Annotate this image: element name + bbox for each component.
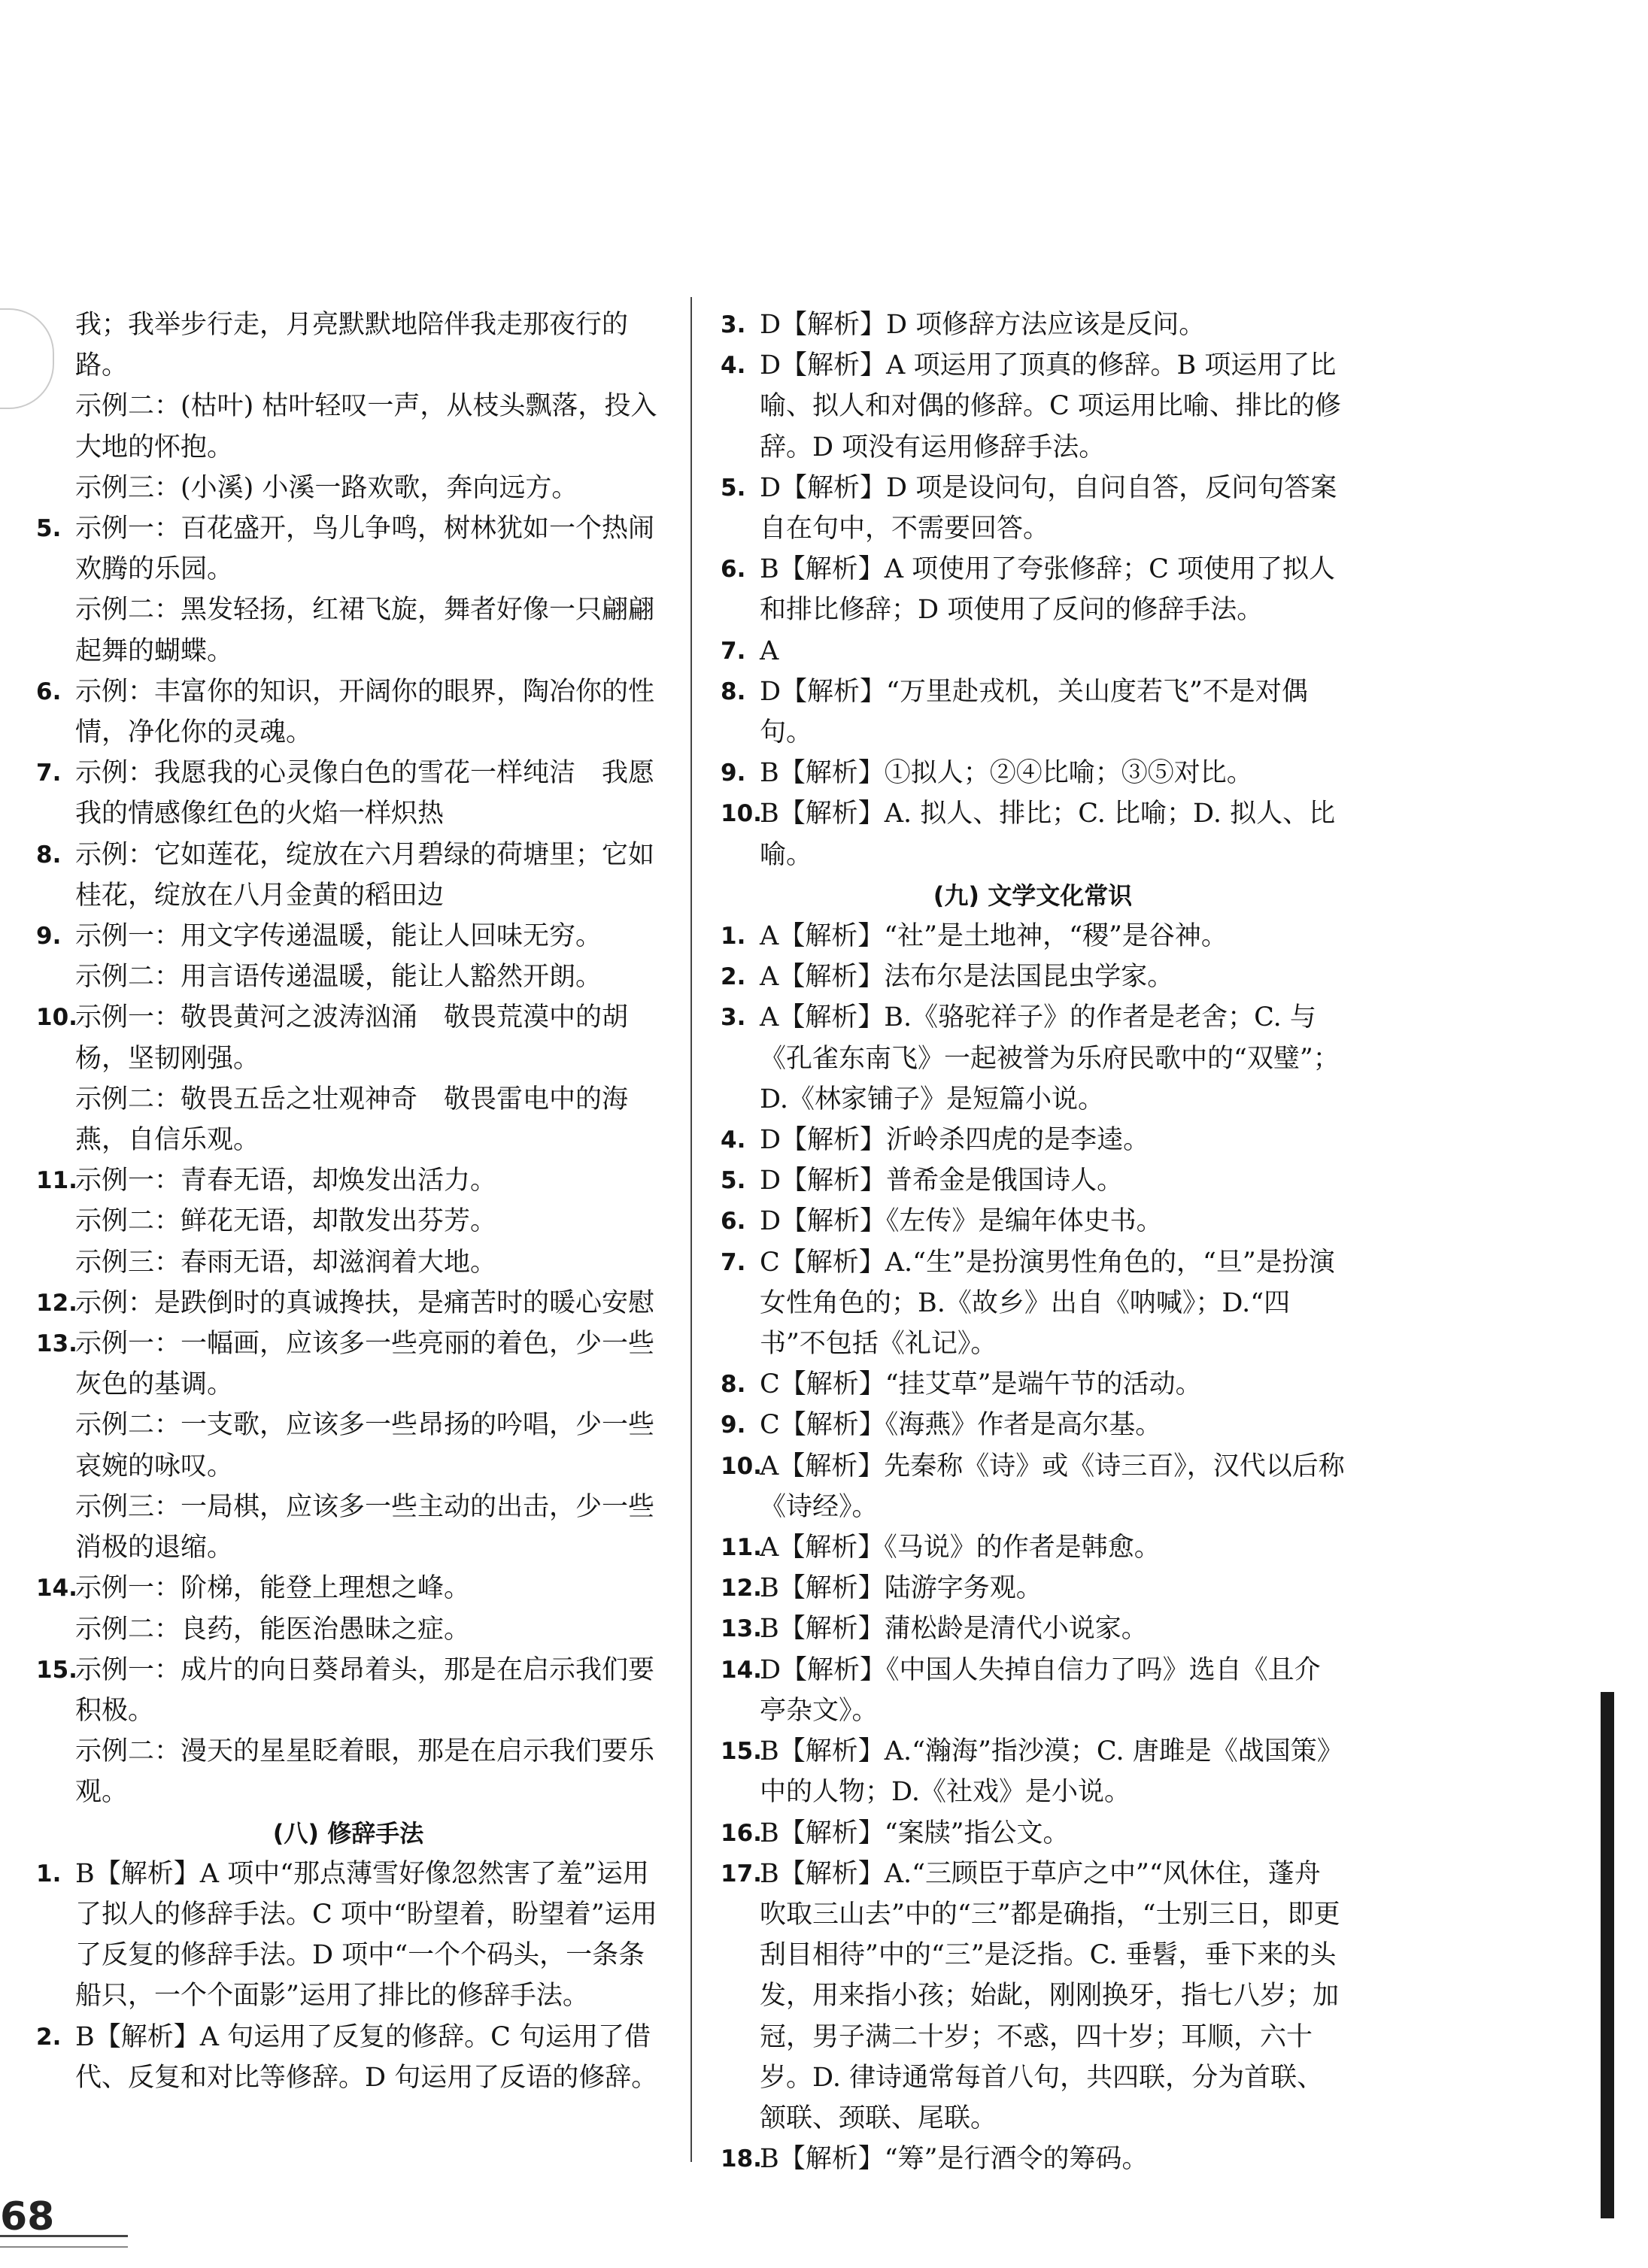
- item-number: 7.: [721, 1248, 746, 1276]
- item-text: 示例一：阶梯，能登上理想之峰。: [75, 1573, 471, 1604]
- item-number: 14.: [36, 1575, 77, 1602]
- item-text: A【解析】法布尔是法国昆虫学家。: [760, 962, 1174, 993]
- item-number: 13.: [36, 1330, 77, 1358]
- answer-item: [721, 1405, 1345, 1445]
- item-text: A【解析】B.《骆驼祥子》的作者是老舍；C. 与《孔雀东南飞》一起被誉为乐府民歌中的“双璧”；D.《林家铺子》是短篇小说。: [760, 1002, 1340, 1114]
- answer-item: [721, 549, 1345, 630]
- item-number: 4.: [721, 1126, 746, 1154]
- item-text: 示例二：敬畏五岳之壮观神奇 敬畏雷电中的海燕，自信乐观。: [75, 1084, 629, 1156]
- item-text: 示例一：青春无语，却焕发出活力。: [75, 1166, 497, 1196]
- answer-item: [36, 508, 660, 590]
- page-edge-shadow: [1601, 1692, 1614, 2218]
- item-number: 8.: [721, 1371, 746, 1399]
- item-number: 9.: [721, 760, 746, 787]
- answer-item: [36, 1283, 660, 1324]
- item-number: 5.: [721, 1167, 746, 1195]
- item-text: D【解析】“万里赴戎机，关山度若飞”不是对偶句。: [760, 676, 1308, 748]
- answer-item: [721, 631, 1345, 672]
- item-text: 示例三：一局棋，应该多一些主动的出击，少一些消极的退缩。: [75, 1491, 655, 1563]
- item-text: B【解析】“案牍”指公文。: [760, 1818, 1070, 1848]
- answer-item: [36, 1487, 660, 1568]
- item-number: 12.: [36, 1289, 77, 1317]
- item-number: 5.: [721, 474, 746, 502]
- item-text: D【解析】沂岭杀四虎的是李逵。: [760, 1125, 1150, 1156]
- item-text: D【解析】《中国人失掉自信力了吗》选自《且介亭杂文》。: [760, 1654, 1321, 1726]
- item-text: C【解析】“挂艾草”是端午节的活动。: [760, 1369, 1202, 1400]
- answer-item: [36, 590, 660, 671]
- answer-item: [721, 2139, 1345, 2179]
- item-text: 示例二：(枯叶) 枯叶轻叹一声，从枝头飘落，投入大地的怀抱。: [75, 391, 657, 462]
- answer-item: [721, 997, 1345, 1120]
- item-number: 2.: [36, 2023, 62, 2051]
- item-number: 11.: [36, 1167, 77, 1195]
- answer-item: [721, 1568, 1345, 1609]
- item-number: 4.: [721, 352, 746, 380]
- item-number: 12.: [721, 1575, 762, 1602]
- answer-item: [36, 1242, 660, 1283]
- item-text: B【解析】A 句运用了反复的修辞。C 句运用了借代、反复和对比等修辞。D 句运用了反语的修辞。: [75, 2021, 658, 2093]
- answer-item: [36, 1568, 660, 1609]
- item-number: 3.: [721, 311, 746, 338]
- item-text: 示例一：一幅画，应该多一些亮丽的着色，少一些灰色的基调。: [75, 1329, 655, 1400]
- answer-item: [721, 753, 1345, 793]
- answer-item: [721, 1650, 1345, 1731]
- item-text: 示例：它如莲花，绽放在六月碧绿的荷塘里；它如桂花，绽放在八月金黄的稻田边: [75, 839, 655, 911]
- answer-item: [721, 1731, 1345, 1812]
- item-text: D【解析】D 项修辞方法应该是反问。: [760, 310, 1206, 340]
- answer-item: [721, 1813, 1345, 1854]
- item-number: 7.: [36, 760, 62, 787]
- item-text: C【解析】《海燕》作者是高尔基。: [760, 1410, 1162, 1441]
- item-number: 9.: [721, 1411, 746, 1439]
- item-number: 7.: [721, 637, 746, 665]
- answer-item: [36, 1405, 660, 1486]
- answer-item: [721, 1854, 1345, 2139]
- answer-item: [721, 793, 1345, 875]
- answer-item: [36, 1609, 660, 1650]
- item-text: B【解析】A.“三顾臣于草庐之中”“风休住，蓬舟吹取三山去”中的“三”都是确指，“士别三日，即更刮目相待”中的“三”是泛指。C. 垂髫，垂下来的头发，用来指小孩；始龀，刚刚换牙，指七八岁；加冠，男子满二十岁；不惑，四十岁；耳顺，六十岁。D. 律诗通常每首八句，共四联，分为首联、颔联、颈联、尾联。: [760, 1858, 1340, 2133]
- item-number: 10.: [721, 1452, 762, 1480]
- item-text: 示例一：用文字传递温暖，能让人回味无穷。: [75, 921, 602, 952]
- item-number: 1.: [721, 923, 746, 951]
- item-number: 2.: [721, 963, 746, 991]
- answer-item: [36, 1079, 660, 1160]
- item-number: 9.: [36, 923, 62, 951]
- answer-item: [36, 835, 660, 916]
- answer-item: [36, 916, 660, 957]
- item-text: 示例二：用言语传递温暖，能让人豁然开朗。: [75, 962, 602, 993]
- item-text: 示例二：鲜花无语，却散发出芬芳。: [75, 1206, 497, 1237]
- item-number: 16.: [721, 1819, 762, 1847]
- item-text: 示例二：漫天的星星眨着眼，那是在启示我们要乐观。: [75, 1736, 655, 1808]
- item-text: D【解析】D 项是设问句，自问自答，反问句答案自在句中，不需要回答。: [760, 472, 1337, 544]
- right-column: [721, 305, 1345, 2179]
- item-text: A【解析】先秦称《诗》或《诗三百》，汉代以后称《诗经》。: [760, 1451, 1345, 1522]
- answer-item: [721, 345, 1345, 468]
- answer-item: [721, 1201, 1345, 1242]
- item-number: 18.: [721, 2145, 762, 2173]
- section-heading: (九) 文学文化常识: [933, 881, 1133, 910]
- page-number: 68: [0, 2194, 55, 2239]
- item-number: 5.: [36, 515, 62, 543]
- answer-item: [721, 672, 1345, 753]
- item-number: 10.: [36, 1004, 77, 1032]
- footer-rule: [0, 2235, 128, 2248]
- item-text: B【解析】蒲松龄是清代小说家。: [760, 1614, 1148, 1645]
- item-number: 8.: [721, 678, 746, 705]
- item-number: 11.: [721, 1534, 762, 1562]
- item-text: D【解析】A 项运用了顶真的修辞。B 项运用了比喻、拟人和对偶的修辞。C 项运用比喻、排比的修辞。D 项没有运用修辞手法。: [760, 350, 1341, 462]
- answer-item: [721, 1609, 1345, 1649]
- item-text: B【解析】A 项中“那点薄雪好像忽然害了羞”运用了拟人的修辞手法。C 项中“盼望着，盼望着”运用了反复的修辞手法。D 项中“一个个码头，一条条船只，一个个面影”运用了排比的修辞手法。: [75, 1858, 657, 2012]
- item-number: 8.: [36, 841, 62, 869]
- column-divider: [690, 297, 692, 2162]
- answer-item: [36, 957, 660, 997]
- answer-item: [721, 305, 1345, 345]
- answer-item: [721, 1120, 1345, 1160]
- answer-item: [721, 1242, 1345, 1365]
- item-number: 6.: [721, 556, 746, 584]
- item-text: A【解析】“社”是土地神，“稷”是谷神。: [760, 921, 1228, 952]
- item-number: 6.: [36, 678, 62, 705]
- item-number: 6.: [721, 1208, 746, 1236]
- item-text: 示例三：春雨无语，却滋润着大地。: [75, 1247, 497, 1278]
- item-text: 示例二：黑发轻扬，红裙飞旋，舞者好像一只翩翩起舞的蝴蝶。: [75, 595, 655, 666]
- item-number: 3.: [721, 1004, 746, 1032]
- answer-item: [721, 1527, 1345, 1568]
- item-text: 示例：是跌倒时的真诚搀扶，是痛苦时的暖心安慰: [75, 1287, 655, 1318]
- item-text: 示例：我愿我的心灵像白色的雪花一样纯洁 我愿我的情感像红色的火焰一样炽热: [75, 758, 655, 829]
- answer-item: [721, 468, 1345, 549]
- item-number: 15.: [36, 1656, 77, 1684]
- section-heading: (八) 修辞手法: [272, 1818, 424, 1848]
- answer-item: [36, 1160, 660, 1201]
- answer-item: [36, 468, 660, 508]
- answer-item: [36, 1324, 660, 1405]
- item-number: 13.: [721, 1615, 762, 1643]
- answer-item: [36, 386, 660, 467]
- answer-item: [721, 1446, 1345, 1527]
- item-text: B【解析】陆游字务观。: [760, 1573, 1043, 1604]
- answer-item: [721, 916, 1345, 957]
- item-text: D【解析】普希金是俄国诗人。: [760, 1166, 1124, 1196]
- answer-item: [36, 2017, 660, 2098]
- item-number: 14.: [721, 1656, 762, 1684]
- answer-item: [36, 997, 660, 1078]
- item-text: C【解析】A.“生”是扮演男性角色的，“旦”是扮演女性角色的；B.《故乡》出自《呐喊》；D.“四书”不包括《礼记》。: [760, 1247, 1335, 1360]
- item-text: 我；我举步行走，月亮默默地陪伴我走那夜行的路。: [75, 310, 629, 381]
- item-text: 示例一：敬畏黄河之波涛汹涌 敬畏荒漠中的胡杨，坚韧刚强。: [75, 1002, 629, 1074]
- item-number: 1.: [36, 1860, 62, 1887]
- item-text: 示例一：成片的向日葵昂着头，那是在启示我们要积极。: [75, 1654, 655, 1726]
- item-text: A: [760, 635, 779, 666]
- item-text: B【解析】A 项使用了夸张修辞；C 项使用了拟人和排比修辞；D 项使用了反问的修辞手法。: [760, 554, 1336, 626]
- item-text: 示例二：良药，能医治愚昧之症。: [75, 1614, 471, 1645]
- item-number: 15.: [721, 1738, 762, 1766]
- item-text: B【解析】A.“瀚海”指沙漠；C. 唐雎是《战国策》中的人物；D.《社戏》是小说。: [760, 1736, 1343, 1808]
- answer-item: [36, 1201, 660, 1242]
- item-text: D【解析】《左传》是编年体史书。: [760, 1206, 1163, 1237]
- item-text: 示例一：百花盛开，鸟儿争鸣，树林犹如一个热闹欢腾的乐园。: [75, 514, 655, 585]
- answer-item: [36, 1650, 660, 1731]
- answer-item: [36, 1731, 660, 1812]
- item-text: B【解析】“筹”是行酒令的筹码。: [760, 2144, 1149, 2175]
- answer-item: [36, 672, 660, 753]
- item-text: 示例三：(小溪) 小溪一路欢歌，奔向远方。: [75, 472, 578, 503]
- answer-item: [721, 957, 1345, 997]
- answer-item: [36, 753, 660, 834]
- answer-item: [36, 305, 660, 386]
- item-text: 示例二：一支歌，应该多一些昂扬的吟唱，少一些哀婉的咏叹。: [75, 1410, 655, 1481]
- item-text: B【解析】①拟人；②④比喻；③⑤对比。: [760, 758, 1253, 789]
- answer-item: [36, 1854, 660, 2017]
- item-text: 示例：丰富你的知识，开阔你的眼界，陶冶你的性情，净化你的灵魂。: [75, 676, 655, 748]
- answer-item: [721, 1160, 1345, 1201]
- item-text: A【解析】《马说》的作者是韩愈。: [760, 1533, 1161, 1563]
- item-number: 10.: [721, 800, 762, 828]
- answer-item: [721, 1364, 1345, 1405]
- left-column: [36, 305, 660, 2098]
- item-text: B【解析】A. 拟人、排比；C. 比喻；D. 拟人、比喻。: [760, 799, 1336, 870]
- item-number: 17.: [721, 1860, 762, 1887]
